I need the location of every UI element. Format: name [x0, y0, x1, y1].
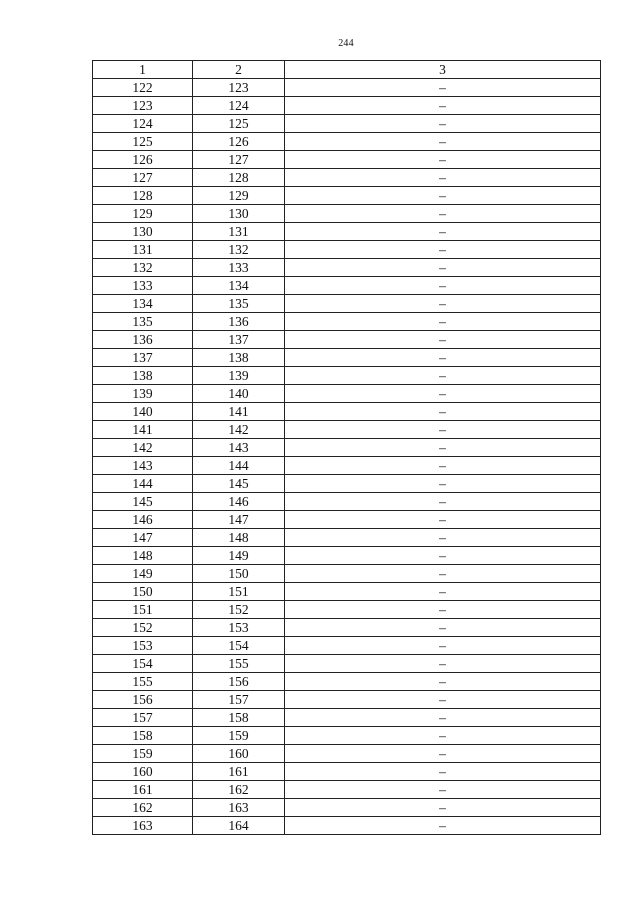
table-cell-col-2: 162 [193, 781, 285, 799]
table-cell-col-2: 160 [193, 745, 285, 763]
table-cell-col-2: 154 [193, 637, 285, 655]
table-cell-col-1: 131 [93, 241, 193, 259]
table-row [93, 817, 601, 835]
table-cell-col-3: – [285, 313, 601, 331]
table-cell-col-1: 137 [93, 349, 193, 367]
table-body [93, 79, 601, 835]
table-cell-col-3: – [285, 673, 601, 691]
table-cell-col-1: 144 [93, 475, 193, 493]
table-row [93, 97, 601, 115]
table-cell-col-3: – [285, 529, 601, 547]
table-cell-col-3: – [285, 331, 601, 349]
table-cell-col-1: 162 [93, 799, 193, 817]
table-cell-col-1: 125 [93, 133, 193, 151]
table-row [93, 781, 601, 799]
table-cell-col-1: 142 [93, 439, 193, 457]
table-cell-col-2: 156 [193, 673, 285, 691]
table-cell-col-3: – [285, 421, 601, 439]
table-row [93, 475, 601, 493]
table-cell-col-3: – [285, 403, 601, 421]
table-cell-col-3: – [285, 187, 601, 205]
data-table [92, 60, 601, 835]
table-cell-col-3: – [285, 781, 601, 799]
table-cell-col-1: 147 [93, 529, 193, 547]
table-row [93, 601, 601, 619]
table-cell-col-1: 148 [93, 547, 193, 565]
table-cell-col-3: – [285, 367, 601, 385]
table-cell-col-2: 126 [193, 133, 285, 151]
table-cell-col-2: 133 [193, 259, 285, 277]
table-cell-col-2: 149 [193, 547, 285, 565]
table-cell-col-3: – [285, 655, 601, 673]
table-cell-col-3: – [285, 763, 601, 781]
table-cell-col-3: – [285, 79, 601, 97]
table-row [93, 295, 601, 313]
table-cell-col-1: 145 [93, 493, 193, 511]
table-cell-col-1: 146 [93, 511, 193, 529]
table-cell-col-2: 148 [193, 529, 285, 547]
table-row [93, 277, 601, 295]
table-row [93, 745, 601, 763]
page-number: 244 [338, 38, 354, 49]
table-row [93, 565, 601, 583]
table-cell-col-2: 130 [193, 205, 285, 223]
table-cell-col-1: 123 [93, 97, 193, 115]
table-row [93, 385, 601, 403]
table-row [93, 673, 601, 691]
table-cell-col-3: – [285, 205, 601, 223]
table-cell-col-1: 136 [93, 331, 193, 349]
table-cell-col-2: 151 [193, 583, 285, 601]
table-cell-col-2: 137 [193, 331, 285, 349]
table-cell-col-1: 130 [93, 223, 193, 241]
table-cell-col-2: 140 [193, 385, 285, 403]
table-row [93, 457, 601, 475]
table-cell-col-3: – [285, 277, 601, 295]
table-row [93, 205, 601, 223]
table-row [93, 655, 601, 673]
table-cell-col-1: 129 [93, 205, 193, 223]
table-cell-col-3: – [285, 241, 601, 259]
table-row [93, 169, 601, 187]
table-row [93, 367, 601, 385]
table-cell-col-1: 139 [93, 385, 193, 403]
table-cell-col-2: 147 [193, 511, 285, 529]
table-row [93, 529, 601, 547]
table-cell-col-1: 159 [93, 745, 193, 763]
table-cell-col-2: 139 [193, 367, 285, 385]
table-cell-col-1: 133 [93, 277, 193, 295]
table-cell-col-1: 124 [93, 115, 193, 133]
table-cell-col-2: 152 [193, 601, 285, 619]
table-cell-col-2: 127 [193, 151, 285, 169]
table-cell-col-1: 150 [93, 583, 193, 601]
table-cell-col-2: 145 [193, 475, 285, 493]
table-cell-col-2: 159 [193, 727, 285, 745]
table-cell-col-1: 160 [93, 763, 193, 781]
table-row [93, 763, 601, 781]
table-cell-col-1: 134 [93, 295, 193, 313]
table-row [93, 511, 601, 529]
table-cell-col-3: – [285, 115, 601, 133]
table-row [93, 133, 601, 151]
table-cell-col-3: – [285, 727, 601, 745]
table-cell-col-1: 153 [93, 637, 193, 655]
table-cell-col-1: 151 [93, 601, 193, 619]
table-row [93, 403, 601, 421]
table-cell-col-2: 132 [193, 241, 285, 259]
table-cell-col-1: 135 [93, 313, 193, 331]
table-cell-col-2: 158 [193, 709, 285, 727]
table-cell-col-3: – [285, 133, 601, 151]
column-header-1: 1 [93, 61, 193, 79]
table-cell-col-3: – [285, 799, 601, 817]
table-cell-col-2: 161 [193, 763, 285, 781]
table-cell-col-3: – [285, 511, 601, 529]
table-row [93, 259, 601, 277]
table-cell-col-2: 164 [193, 817, 285, 835]
table-cell-col-3: – [285, 97, 601, 115]
table-cell-col-3: – [285, 475, 601, 493]
table-cell-col-3: – [285, 745, 601, 763]
table-cell-col-1: 155 [93, 673, 193, 691]
table-cell-col-2: 150 [193, 565, 285, 583]
table-row [93, 583, 601, 601]
table-cell-col-2: 125 [193, 115, 285, 133]
table-cell-col-3: – [285, 817, 601, 835]
table-cell-col-3: – [285, 691, 601, 709]
table-row [93, 151, 601, 169]
table-cell-col-3: – [285, 223, 601, 241]
column-header-2: 2 [193, 61, 285, 79]
table-cell-col-3: – [285, 547, 601, 565]
table-cell-col-2: 128 [193, 169, 285, 187]
table-cell-col-1: 154 [93, 655, 193, 673]
table-cell-col-2: 141 [193, 403, 285, 421]
table-cell-col-1: 138 [93, 367, 193, 385]
table-cell-col-1: 128 [93, 187, 193, 205]
table-cell-col-3: – [285, 259, 601, 277]
table-row [93, 727, 601, 745]
table-row [93, 619, 601, 637]
table-row [93, 241, 601, 259]
table-cell-col-3: – [285, 637, 601, 655]
column-header-3: 3 [285, 61, 601, 79]
table-cell-col-3: – [285, 619, 601, 637]
table-cell-col-1: 156 [93, 691, 193, 709]
table-cell-col-1: 141 [93, 421, 193, 439]
table-cell-col-3: – [285, 583, 601, 601]
table-row [93, 547, 601, 565]
table-row [93, 637, 601, 655]
table-cell-col-2: 134 [193, 277, 285, 295]
table-cell-col-2: 153 [193, 619, 285, 637]
table-row [93, 115, 601, 133]
table-cell-col-1: 149 [93, 565, 193, 583]
table-row [93, 439, 601, 457]
table-cell-col-1: 157 [93, 709, 193, 727]
table-cell-col-3: – [285, 169, 601, 187]
table-cell-col-3: – [285, 349, 601, 367]
table-cell-col-2: 138 [193, 349, 285, 367]
table-row [93, 493, 601, 511]
table-cell-col-1: 158 [93, 727, 193, 745]
table-cell-col-1: 132 [93, 259, 193, 277]
table-cell-col-1: 163 [93, 817, 193, 835]
table-cell-col-1: 126 [93, 151, 193, 169]
table-row [93, 349, 601, 367]
table-row [93, 313, 601, 331]
table-cell-col-1: 143 [93, 457, 193, 475]
table-cell-col-1: 140 [93, 403, 193, 421]
table-header [93, 61, 601, 79]
table-cell-col-2: 157 [193, 691, 285, 709]
table-cell-col-3: – [285, 709, 601, 727]
table-row [93, 187, 601, 205]
table-cell-col-3: – [285, 565, 601, 583]
table-cell-col-2: 123 [193, 79, 285, 97]
table-cell-col-2: 155 [193, 655, 285, 673]
table-row [93, 709, 601, 727]
table-cell-col-3: – [285, 601, 601, 619]
table-cell-col-2: 135 [193, 295, 285, 313]
table-row [93, 799, 601, 817]
table-row [93, 691, 601, 709]
table-cell-col-3: – [285, 295, 601, 313]
table-cell-col-3: – [285, 151, 601, 169]
table-cell-col-3: – [285, 385, 601, 403]
table-cell-col-3: – [285, 439, 601, 457]
table-cell-col-1: 122 [93, 79, 193, 97]
table-cell-col-1: 127 [93, 169, 193, 187]
table-cell-col-2: 142 [193, 421, 285, 439]
table-cell-col-2: 144 [193, 457, 285, 475]
table-cell-col-3: – [285, 457, 601, 475]
table-cell-col-2: 131 [193, 223, 285, 241]
header-row [93, 61, 601, 79]
table-row [93, 79, 601, 97]
table-cell-col-1: 161 [93, 781, 193, 799]
table-cell-col-2: 146 [193, 493, 285, 511]
table-cell-col-2: 129 [193, 187, 285, 205]
table-cell-col-2: 124 [193, 97, 285, 115]
table-cell-col-3: – [285, 493, 601, 511]
table-cell-col-1: 152 [93, 619, 193, 637]
table-cell-col-2: 163 [193, 799, 285, 817]
table-row [93, 223, 601, 241]
table-row [93, 331, 601, 349]
table-cell-col-2: 143 [193, 439, 285, 457]
table-cell-col-2: 136 [193, 313, 285, 331]
table-row [93, 421, 601, 439]
